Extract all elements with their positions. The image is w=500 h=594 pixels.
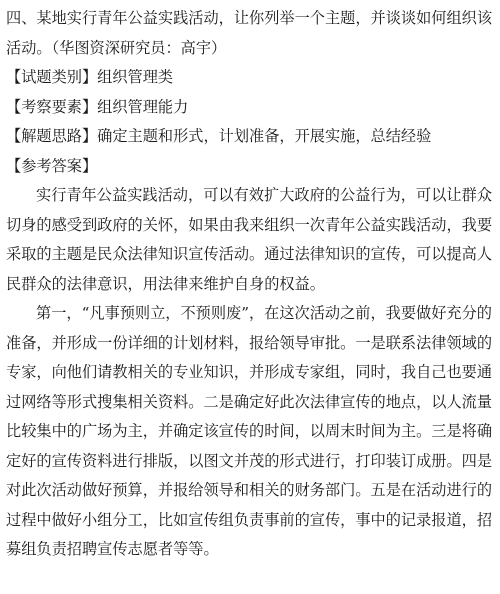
paragraph-line: 过程中做好小组分工，比如宣传组负责事前的宣传，事中的记录报道，招 (6, 510, 492, 529)
paragraph-line: 募组负责招聘宣传志愿者等等。 (6, 540, 219, 558)
tag-assessment-factor (6, 93, 492, 123)
bracket-close: 】 (81, 68, 98, 86)
tag-question-type (6, 63, 492, 93)
paragraph-line: 对此次活动做好预算，并报给领导和相关的财务部门。五是在活动进行的 (6, 481, 492, 499)
paragraph-line: 切身的感受到政府的关怀，如果由我来组织一次青年公益实践活动，我要 (6, 215, 492, 234)
paragraph-line: 定好的宣传资料进行排版，以图文并茂的形式进行，打印装订成册。四是 (6, 451, 492, 470)
answer-paragraph-1 (6, 181, 492, 299)
tag-label: 试题类别 (21, 68, 82, 86)
paragraph-line: 第一，“凡事预则立，不预则废”，在这次活动之前，我要做好充分的 (36, 304, 492, 322)
tag-value: 确定主题和形式，计划准备，开展实施，总结经验 (97, 127, 432, 145)
question-line-1: 四、某地实行青年公益实践活动，让你列举一个主题，并谈谈如何组织该 (6, 9, 492, 27)
bracket-open: 【 (6, 68, 22, 86)
paragraph-line: 准备，并形成一份详细的计划材料，报给领导审批。一是联系法律领域的 (6, 333, 492, 352)
bracket-open: 【 (6, 127, 22, 145)
paragraph-line: 民群众的法律意识，用法律来维护自身的权益。 (6, 274, 325, 293)
paragraph-line: 实行青年公益实践活动，可以有效扩大政府的公益行为，可以让群众 (36, 186, 492, 204)
bracket-close: 】 (81, 97, 98, 116)
tag-solution-approach (6, 122, 492, 152)
tag-value: 组织管理类 (97, 68, 174, 86)
paragraph-line: 比较集中的广场为主，并确定该宣传的时间，以周末时间为主。三是将确 (6, 422, 492, 440)
tag-value: 组织管理能力 (97, 97, 189, 116)
question-line-2: 活动。（华图资深研究员：高宇） (6, 38, 227, 57)
tag-label: 参考答案 (21, 156, 82, 175)
paragraph-line: 过网络等形式搜集相关资料。二是确定好此次法律宣传的地点，以人流量 (6, 392, 492, 411)
bracket-open: 【 (6, 156, 22, 175)
bracket-close: 】 (81, 127, 98, 145)
paragraph-line: 专家，向他们请教相关的专业知识，并形成专家组，同时，我自己也要通 (6, 363, 492, 381)
bracket-close: 】 (81, 156, 98, 175)
bracket-open: 【 (6, 97, 22, 116)
tag-reference-answer (6, 152, 492, 182)
answer-paragraph-2 (6, 299, 492, 565)
paragraph-line: 采取的主题是民众法律知识宣传活动。通过法律知识的宣传，可以提高人 (6, 245, 492, 263)
tag-label: 解题思路 (21, 127, 82, 145)
tag-label: 考察要素 (21, 97, 82, 116)
